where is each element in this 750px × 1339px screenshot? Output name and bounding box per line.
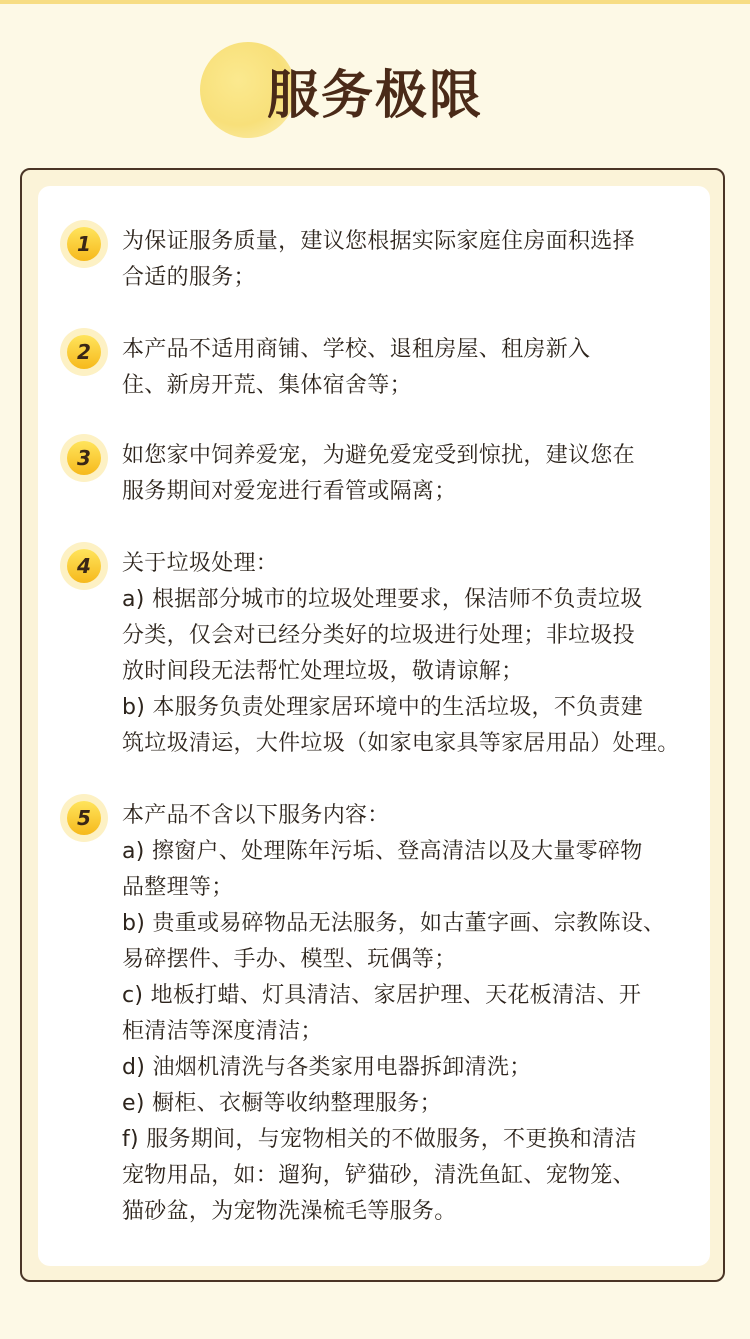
- item-line: 本产品不含以下服务内容：: [122, 803, 390, 828]
- item-line: 放时间段无法帮忙处理垃圾，敬请谅解；: [122, 659, 524, 684]
- item-text-2: [122, 332, 692, 404]
- item-line: f) 服务期间，与宠物相关的不做服务，不更换和清洁: [122, 1127, 637, 1152]
- top-accent-strip: [0, 0, 750, 4]
- number-badge-4: [60, 542, 108, 590]
- page-title: 服务极限: [266, 66, 483, 126]
- item-line: b) 本服务负责处理家居环境中的生活垃圾，不负责建: [122, 695, 644, 720]
- number-badge-label: 5: [67, 801, 101, 835]
- number-badge-label: 1: [67, 227, 101, 261]
- item-line: e) 橱柜、衣橱等收纳整理服务；: [122, 1091, 442, 1116]
- item-line: 易碎摆件、手办、模型、玩偶等；: [122, 947, 457, 972]
- item-line: b) 贵重或易碎物品无法服务，如古董字画、宗教陈设、: [122, 911, 666, 936]
- item-line: 住、新房开荒、集体宿舍等；: [122, 373, 412, 398]
- number-badge-label: 3: [67, 441, 101, 475]
- number-badge-label: 2: [67, 335, 101, 369]
- item-line: a) 根据部分城市的垃圾处理要求，保洁师不负责垃圾: [122, 587, 643, 612]
- number-badge-label: 4: [67, 549, 101, 583]
- item-line: 为保证服务质量，建议您根据实际家庭住房面积选择: [122, 229, 635, 254]
- item-line: 宠物用品，如：遛狗，铲猫砂，清洗鱼缸、宠物笼、: [122, 1163, 635, 1188]
- item-line: d) 油烟机清洗与各类家用电器拆卸清洗；: [122, 1055, 532, 1080]
- item-line: 如您家中饲养爱宠，为避免爱宠受到惊扰，建议您在: [122, 443, 635, 468]
- item-line: 本产品不适用商铺、学校、退租房屋、租房新入: [122, 337, 591, 362]
- item-line: 分类，仅会对已经分类好的垃圾进行处理；非垃圾投: [122, 623, 635, 648]
- bottom-strip: [0, 1331, 750, 1339]
- item-line: 猫砂盆，为宠物洗澡梳毛等服务。: [122, 1199, 457, 1224]
- number-badge-3: [60, 434, 108, 482]
- item-text-5: [122, 798, 692, 1230]
- item-text-1: [122, 224, 692, 296]
- item-line: 服务期间对爱宠进行看管或隔离；: [122, 479, 457, 504]
- item-line: 筑垃圾清运，大件垃圾（如家电家具等家居用品）处理。: [122, 731, 680, 756]
- item-line: c) 地板打蜡、灯具清洁、家居护理、天花板清洁、开: [122, 983, 642, 1008]
- item-line: 合适的服务；: [122, 265, 256, 290]
- item-line: 柜清洁等深度清洁；: [122, 1019, 323, 1044]
- item-text-4: [122, 546, 692, 762]
- number-badge-1: [60, 220, 108, 268]
- item-line: a) 擦窗户、处理陈年污垢、登高清洁以及大量零碎物: [122, 839, 643, 864]
- item-text-3: [122, 438, 692, 510]
- number-badge-5: [60, 794, 108, 842]
- item-line: 品整理等；: [122, 875, 234, 900]
- item-line: 关于垃圾处理：: [122, 551, 279, 576]
- number-badge-2: [60, 328, 108, 376]
